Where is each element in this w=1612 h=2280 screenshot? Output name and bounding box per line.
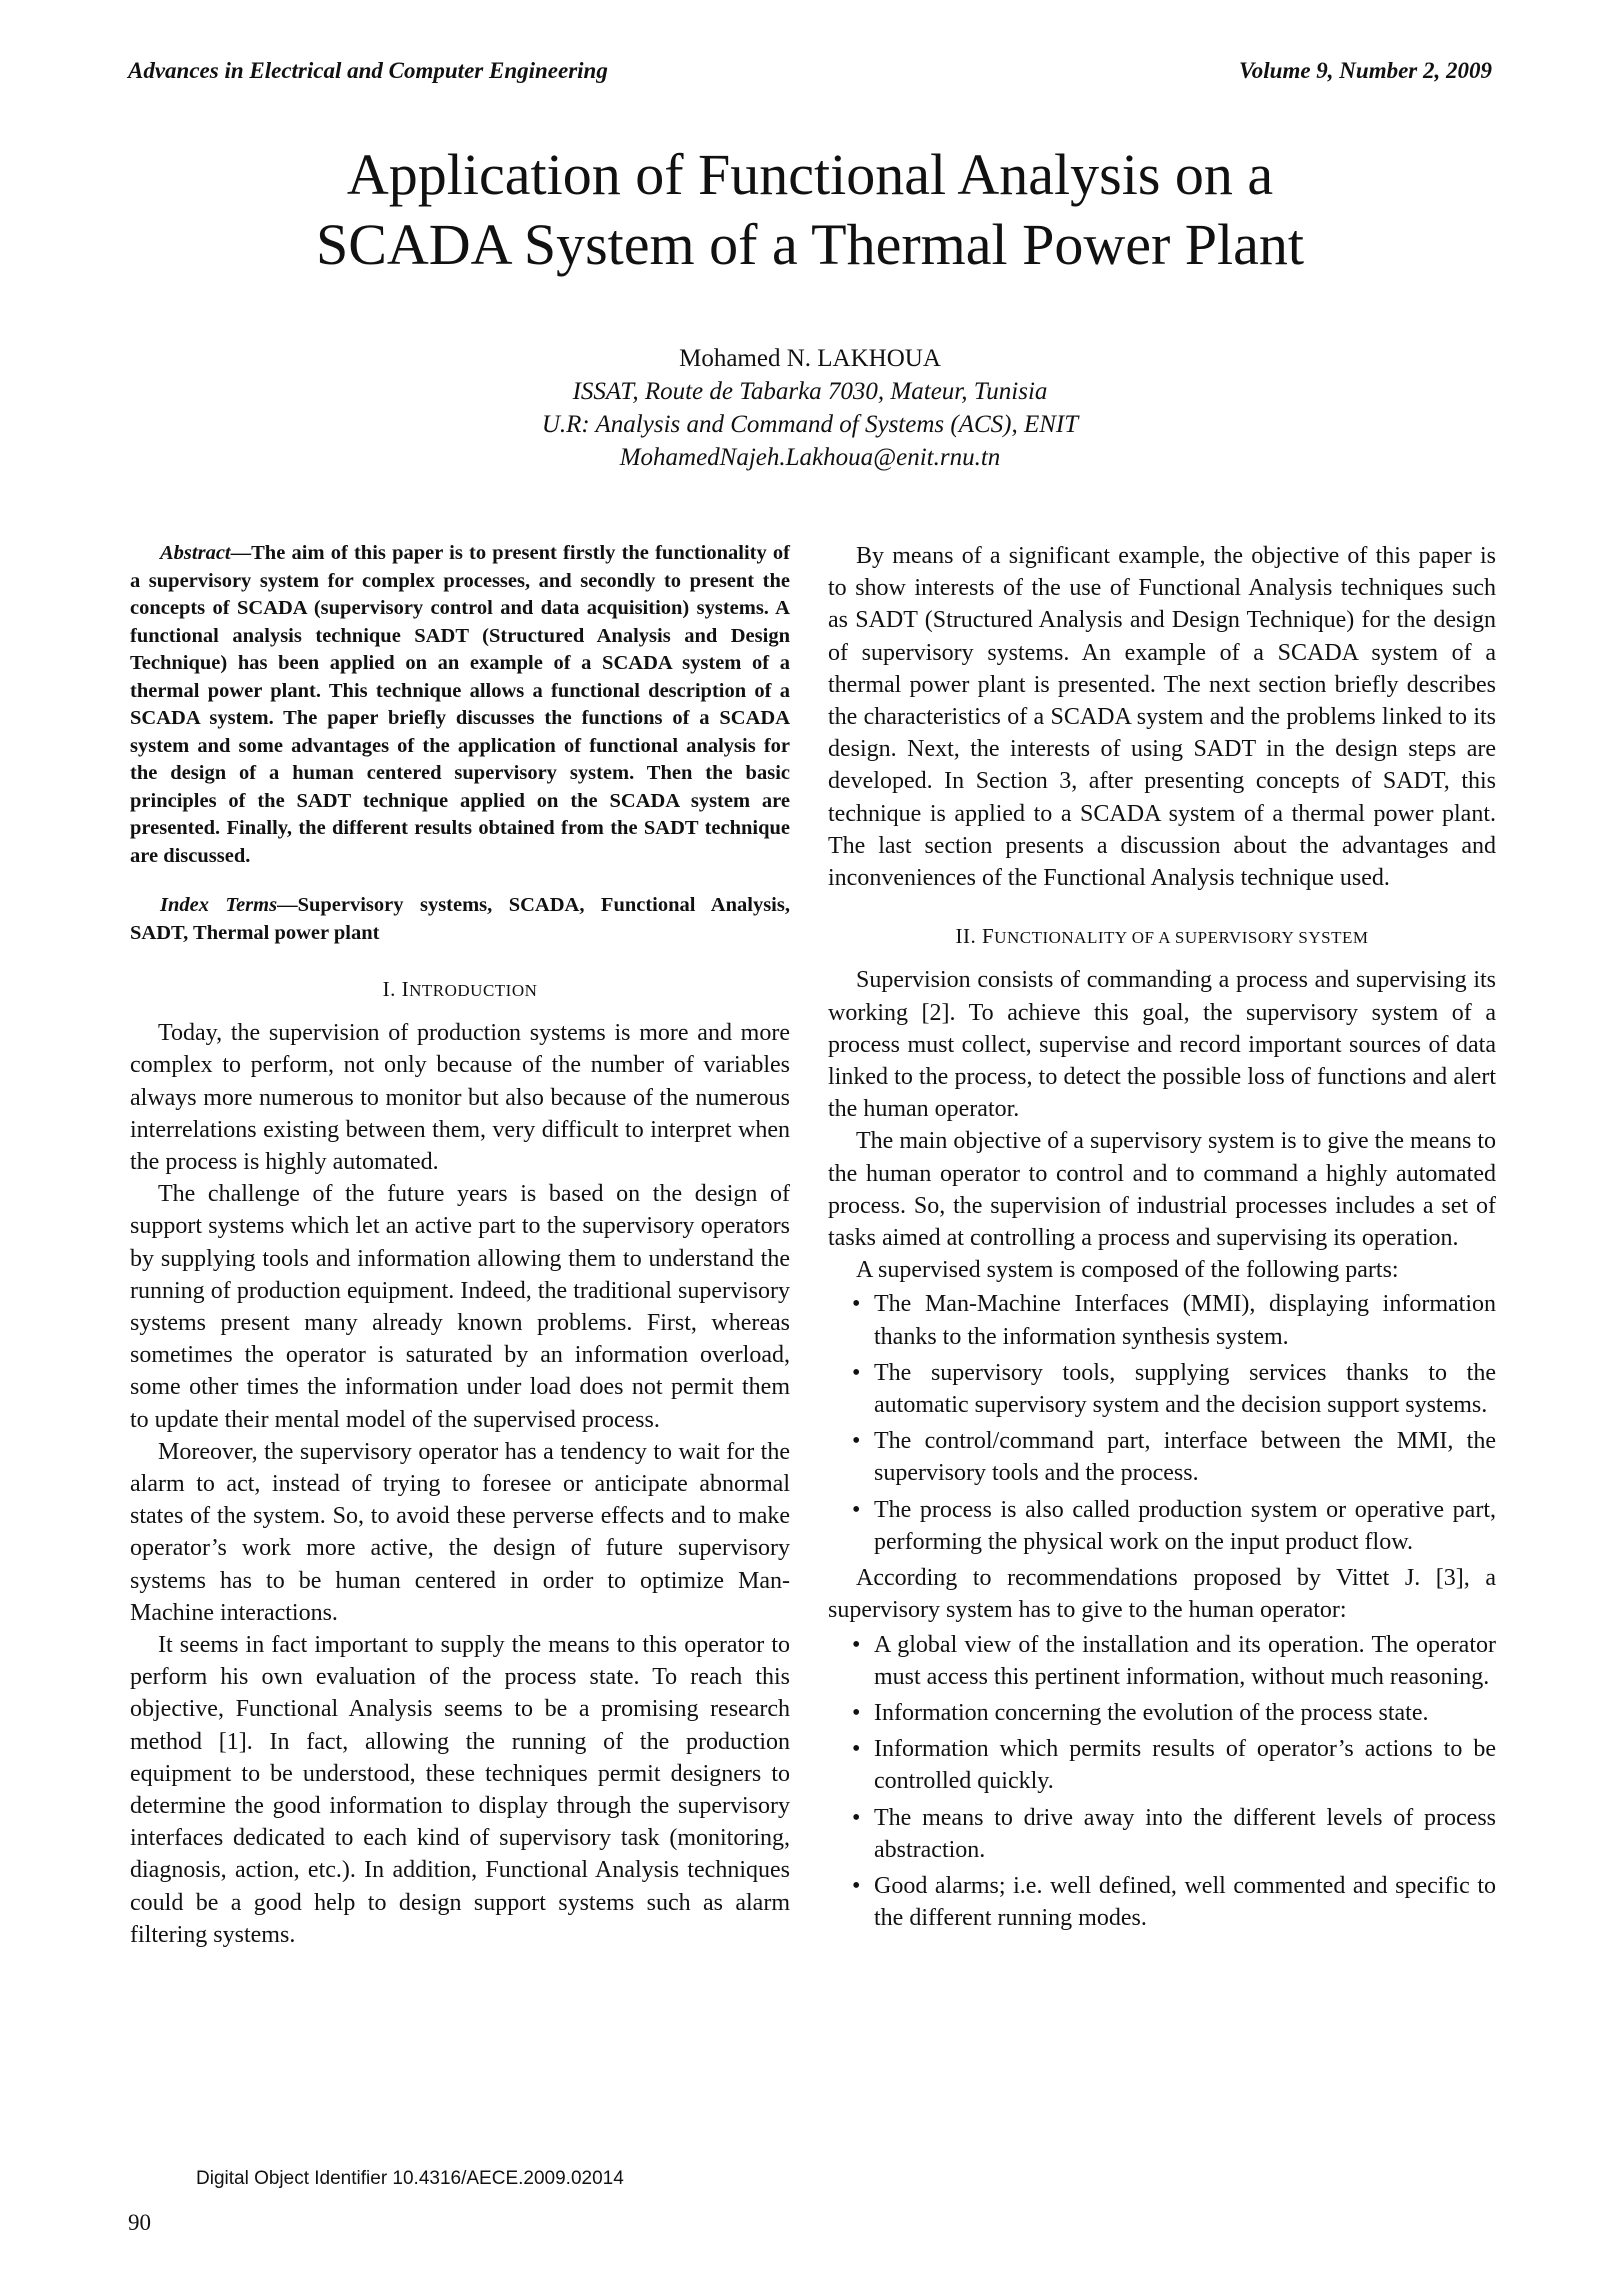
section2-paragraph: Supervision consists of commanding a process and supervising its working [2]. To achieve this goal, the supervisory system of a process must collect, supervise and record important sources of data linked to the process, to detect the possible loss of functions and alert the human operator.: [828, 967, 1496, 1123]
list-item: • The supervisory tools, supplying services thanks to the automatic supervisory system and the decision support systems.: [852, 1357, 1496, 1421]
operator-needs-list: [828, 1629, 1496, 1935]
list-item: • Good alarms; i.e. well defined, well commented and specific to the different running modes.: [852, 1870, 1496, 1934]
bullet-icon: •: [852, 1736, 861, 1763]
list-item: • The control/command part, interface between the MMI, the supervisory tools and the process.: [852, 1425, 1496, 1489]
section2-paragraph: According to recommendations proposed by Vittet J. [3], a supervisory system has to give to the human operator:: [828, 1565, 1496, 1624]
list-item: • Information which permits results of operator’s actions to be controlled quickly.: [852, 1733, 1496, 1797]
abstract: [130, 540, 790, 870]
author-affiliation-2: U.R: Analysis and Command of Systems (ACS), ENIT: [541, 411, 1079, 438]
bullet-icon: •: [852, 1428, 861, 1455]
right-column: [828, 540, 1496, 1938]
supervised-system-parts-list: [828, 1288, 1496, 1558]
bullet-icon: •: [852, 1359, 861, 1386]
section-heading-functionality: II. FUNCTIONALITY OF A SUPERVISORY SYSTEM: [955, 924, 1369, 949]
intro-paragraph: Today, the supervision of production systems is more and more complex to perform, not only because of the number of variables always more numerous to monitor but also because of the numerous interrelations existing between them, very difficult to interpret when the process is highly automated.: [130, 1020, 790, 1176]
intro-paragraph: The challenge of the future years is based on the design of support systems which let an active part to the supervisory operators by supplying tools and information allowing them to understand the running of production equipment. Indeed, the traditional supervisory systems present many already known problems. First, whereas sometimes the operator is saturated by an information overload, some other times the information under load does not permit them to update their mental model of the supervised process.: [130, 1181, 790, 1433]
list-item: • The means to drive away into the different levels of process abstraction.: [852, 1802, 1496, 1866]
abstract-label: Abstract: [160, 542, 231, 564]
author-email: MohamedNajeh.Lakhoua@enit.rnu.tn: [619, 444, 1001, 471]
index-terms-label: Index Terms: [160, 894, 278, 916]
index-terms-text: —Supervisory systems, SCADA, Functional Analysis, SADT, Thermal power plant: [130, 894, 790, 944]
bullet-icon: •: [852, 1872, 861, 1899]
index-terms: [130, 892, 790, 947]
abstract-text: —The aim of this paper is to present firstly the functionality of a supervisory system for complex processes, and secondly to present the concepts of SCADA (supervisory control and data acquisition) systems. A functional analysis technique SADT (Structured Analysis and Design Technique) has been applied on an example of a SCADA system of a thermal power plant. This technique allows a functional description of a SCADA system. The paper briefly discusses the functions of a SCADA system and some advantages of the application of functional analysis for the design of a human centered supervisory system. Then the basic principles of the SADT technique applied on the SCADA system are presented. Finally, the different results obtained from the SADT technique are discussed.: [130, 542, 790, 867]
list-item: • The process is also called production system or operative part, performing the physical work on the input product flow.: [852, 1494, 1496, 1558]
journal-name: Advances in Electrical and Computer Engineering: [128, 58, 608, 83]
list-item: • Information concerning the evolution of the process state.: [852, 1697, 1496, 1729]
bullet-icon: •: [852, 1291, 861, 1318]
list-item: • The Man-Machine Interfaces (MMI), displaying information thanks to the information synthesis system.: [852, 1288, 1496, 1352]
doi-footer: Digital Object Identifier 10.4316/AECE.2009.02014: [196, 2168, 624, 2189]
section2-paragraph: The main objective of a supervisory system is to give the means to the human operator to control and to command a highly automated process. So, the supervision of industrial processes includes a set of tasks aimed at controlling a process and supervising its operation.: [828, 1128, 1496, 1252]
title-line-1: Application of Functional Analysis on a: [346, 142, 1274, 207]
paper-title: [120, 140, 1500, 280]
bullet-icon: •: [852, 1699, 861, 1726]
bullet-icon: •: [852, 1496, 861, 1523]
bullet-icon: •: [852, 1631, 861, 1658]
title-line-2: SCADA System of a Thermal Power Plant: [315, 212, 1305, 277]
page-number: 90: [128, 2210, 151, 2235]
section2-paragraph: A supervised system is composed of the following parts:: [856, 1257, 1399, 1284]
volume-info: Volume 9, Number 2, 2009: [1238, 58, 1492, 83]
list-item: • A global view of the installation and its operation. The operator must access this pertinent information, without much reasoning.: [852, 1629, 1496, 1693]
intro-objective-paragraph: By means of a significant example, the objective of this paper is to show interests of the use of Functional Analysis techniques such as SADT (Structured Analysis and Design Technique) for the design of supervisory systems. An example of a SCADA system of a thermal power plant is presented. The next section briefly describes the characteristics of a SCADA system and the problems linked to its design. Next, the interests of using SADT in the design steps are developed. In Section 3, after presenting concepts of SADT, this technique is applied to a SCADA system of a thermal power plant. The last section presents a discussion about the advantages and inconveniences of the Functional Analysis technique used.: [828, 543, 1496, 892]
intro-paragraph: It seems in fact important to supply the means to this operator to perform his own evaluation of the process state. To reach this objective, Functional Analysis seems to be a promising research method [1]. In fact, allowing the running of the production equipment to be understood, these techniques permit designers to determine the good information to display through the supervisory interfaces dedicated to each kind of supervisory task (monitoring, diagnosis, action, etc.). In addition, Functional Analysis techniques could be a good help to design support systems such as alarm filtering systems.: [130, 1632, 790, 1948]
section-heading-introduction: I. INTRODUCTION: [382, 977, 538, 1001]
bullet-icon: •: [852, 1804, 861, 1831]
author-name: Mohamed N. LAKHOUA: [679, 345, 941, 372]
author-block: [120, 342, 1500, 474]
left-column: [130, 540, 790, 1951]
author-affiliation-1: ISSAT, Route de Tabarka 7030, Mateur, Tunisia: [572, 378, 1048, 405]
intro-paragraph: Moreover, the supervisory operator has a tendency to wait for the alarm to act, instead of trying to foresee or anticipate abnormal states of the system. So, to avoid these perverse effects and to make operator’s work more active, the design of future supervisory systems has to be human centered in order to optimize Man-Machine interactions.: [130, 1438, 790, 1626]
